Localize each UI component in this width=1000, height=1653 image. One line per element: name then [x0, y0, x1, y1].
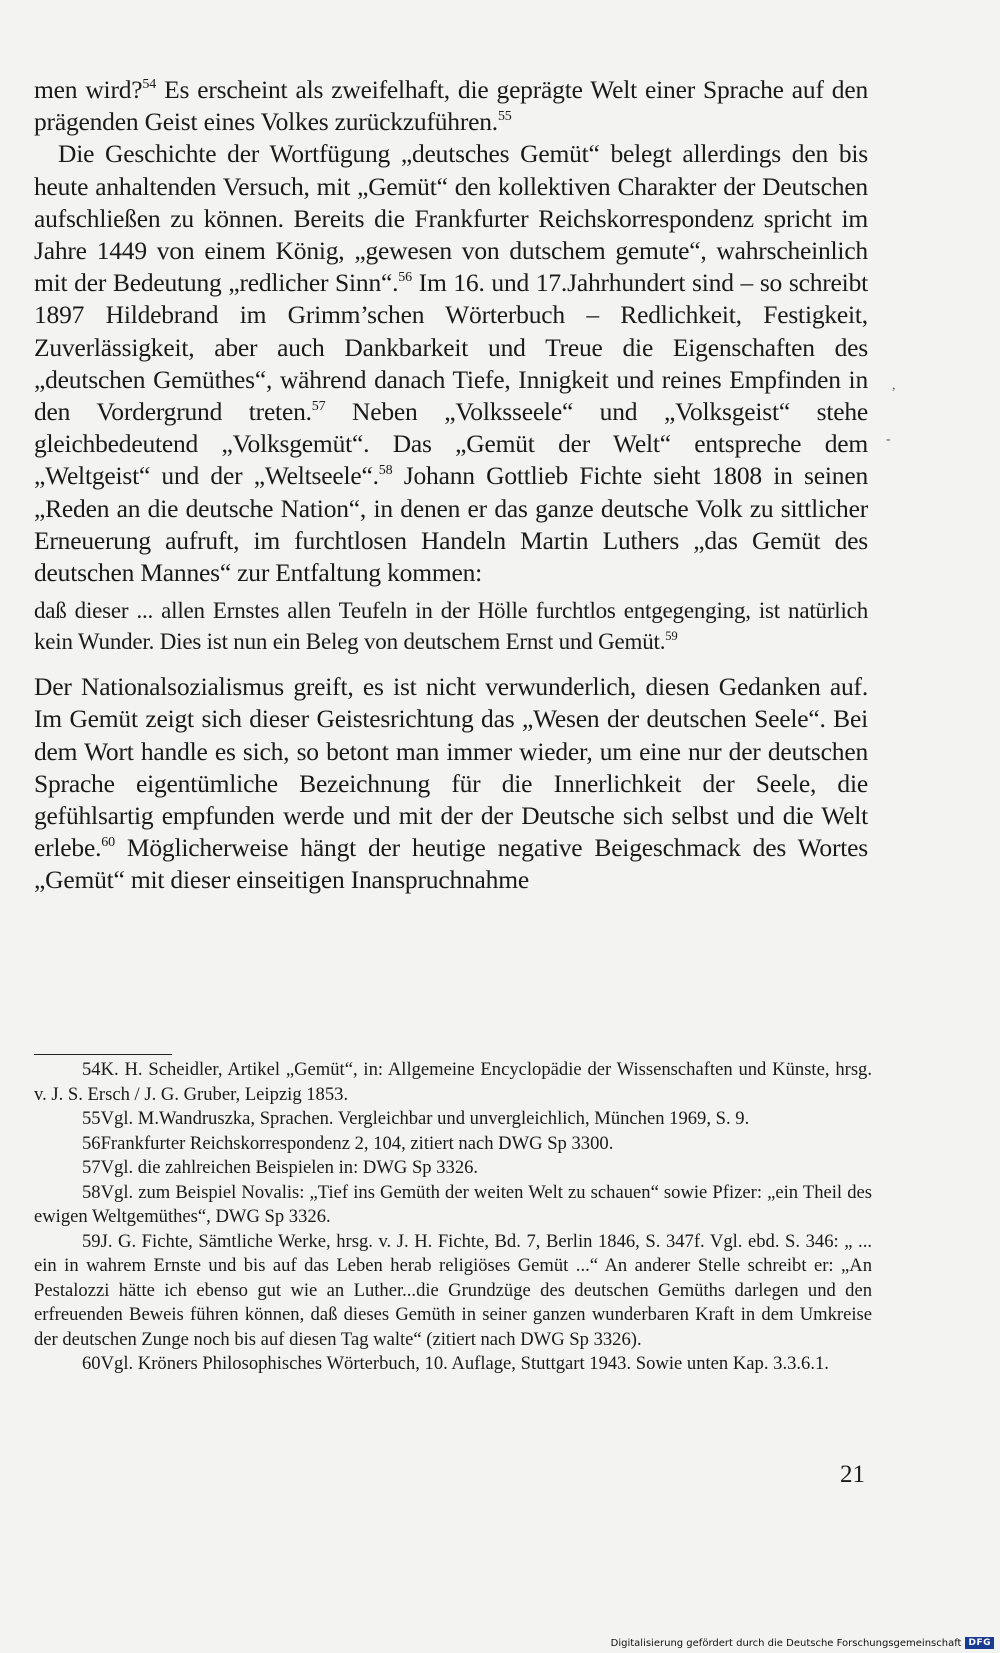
footnote-number: 57: [82, 1157, 101, 1178]
footnote-number: 59: [82, 1230, 101, 1252]
text-run: Möglicherweise hängt der heutige negative Beigeschmack des Wortes „Gemüt“ mit dieser einseitigen Inanspruchnahme: [34, 833, 868, 895]
footnote-separator: [34, 1054, 172, 1055]
footnote-text: Vgl. die zahlreichen Beispielen in: DWG Sp 3326.: [100, 1157, 479, 1178]
footnote-ref-59[interactable]: 59: [665, 629, 678, 644]
footnote-ref-56[interactable]: 56: [398, 270, 412, 286]
footnote-55: [34, 1107, 872, 1132]
footnote-54: [34, 1058, 872, 1107]
footnote-ref-58[interactable]: 58: [378, 463, 393, 479]
footnotes: [34, 1058, 872, 1377]
footnote-number: 58: [82, 1181, 101, 1203]
footnote-56: [34, 1132, 872, 1157]
footnote-text: J. G. Fichte, Sämtliche Werke, hrsg. v. J. H. Fichte, Bd. 7, Berlin 1846, S. 347f. Vgl. ebd. S. 346: „ ... ein in wahrem Ernste und bis auf das Leben herab religiöses Gemüt ...“ An anderer Stelle schreibt er: „An Pestalozzi hätte ich ebenso gut wie an Luther...die Grundzüge des deutschen Gemüths darlegen und den erfreuenden Beweis führen können, daß dieses Gemüth in seiner ganzen wunderbaren Kraft in dem Umkreise der deutschen Zunge noch bis auf diesen Tag walte“ (zitiert nach DWG Sp 3326).: [34, 1230, 872, 1350]
footnote-ref-55[interactable]: 55: [497, 109, 512, 125]
footnote-number: 60: [82, 1353, 101, 1374]
footnote-ref-54[interactable]: 54: [142, 77, 157, 93]
text-run: Johann Gottlieb Fichte sieht 1808 in seinen „Reden an die deutsche Nation“, in denen er das ganze deutsche Volk zu sittlicher Erneuerung aufruft, im furchtlosen Handeln Martin Luthers „das Gemüt des deutschen Mannes“ zur Entfaltung kommen:: [34, 461, 868, 588]
margin-mark: -: [886, 432, 891, 447]
footnote-text: Vgl. Kröners Philosophisches Wörterbuch, 10. Auflage, Stuttgart 1943. Sowie unten Kap. 3.3.6.1.: [100, 1353, 829, 1374]
footer-text: Digitalisierung gefördert durch die Deutsche Forschungsgemeinschaft: [610, 1637, 962, 1649]
footnote-number: 56: [82, 1132, 101, 1154]
quote-text: daß dieser ... allen Ernstes allen Teufeln in der Hölle furchtlos entgegenging, ist natürlich kein Wunder. Dies ist nun ein Beleg von deutschem Ernst und Gemüt.: [34, 598, 868, 655]
footnote-number: 55: [82, 1108, 101, 1129]
footnote-ref-57[interactable]: 57: [311, 399, 326, 415]
footnote-57: [34, 1156, 872, 1181]
footnote-text: Frankfurter Reichskorrespondenz 2, 104, zitiert nach DWG Sp 3300.: [100, 1132, 614, 1154]
footnote-number: 54: [82, 1059, 101, 1080]
paragraph-3: [34, 671, 868, 896]
digitization-footer: [611, 1637, 994, 1649]
footnote-59: [34, 1230, 872, 1353]
text-run: Es erscheint als zweifelhaft, die geprägte Welt einer Sprache auf den prägenden Geist eines Volkes zurückzuführen.: [34, 75, 868, 137]
footnote-text: Vgl. zum Beispiel Novalis: „Tief ins Gemüth der weiten Welt zu schauen“ sowie Pfizer: „ein Theil des ewigen Weltgemüthes“, DWG Sp 3326.: [34, 1181, 872, 1227]
text-run: men wird?: [34, 75, 143, 104]
footnote-58: [34, 1181, 872, 1230]
footnote-60: [34, 1352, 872, 1377]
footnote-ref-60[interactable]: 60: [101, 835, 115, 851]
text-run: Die Geschichte der Wortfügung „deutsches Gemüt“ belegt allerdings den bis heute anhaltenden Versuch, mit „Gemüt“ den kollektiven Charakter der Deutschen aufschließen zu können. Bereits die Frankfurter Reichskorrespondenz spricht im Jahre 1449 von einem König, „gewesen von dutschem gemute“, wahrscheinlich mit der Bedeutung „redlicher Sinn“.: [34, 139, 868, 298]
paragraph-1: [34, 74, 868, 138]
block-quote: [34, 589, 868, 671]
page-number: 21: [840, 1461, 865, 1488]
footnote-text: K. H. Scheidler, Artikel „Gemüt“, in: Allgemeine Encyclopädie der Wissenschaften und Künste, hrsg. v. J. S. Ersch / J. G. Gruber, Leipzig 1853.: [34, 1059, 872, 1105]
body-text: [34, 74, 868, 897]
footnote-text: Vgl. M.Wandruszka, Sprachen. Vergleichbar und unvergleichlich, München 1969, S. 9.: [100, 1108, 750, 1129]
margin-mark: ,: [892, 378, 896, 393]
dfg-logo: DFG: [965, 1637, 994, 1649]
text-run: Der Nationalsozialismus greift, es ist nicht verwunderlich, diesen Gedanken auf. Im Gemüt zeigt sich dieser Geistesrichtung das „Wesen der deutschen Seele“. Bei dem Wort handle es sich, so betont man immer wieder, um eine nur der deutschen Sprache eigentümliche Bezeichnung für die Innerlichkeit der Seele, die gefühlsartig empfunden werde und mit der der Deutsche sich selbst und die Welt erlebe.: [34, 672, 868, 863]
text-run: Neben „Volksseele“ und „Volksgeist“ stehe gleichbedeutend „Volksgemüt“. Das „Gemüt der Welt“ entspreche dem „Weltgeist“ und der „Weltseele“.: [34, 397, 869, 491]
text-run: Im 16. und 17.Jahrhundert sind – so schreibt 1897 Hildebrand im Grimm’schen Wörterbuch – Redlichkeit, Festigkeit, Zuverlässigkeit, aber auch Dankbarkeit und Treue die Eigenschaften des „deutschen Gemüthes“, während danach Tiefe, Innigkeit und reines Empfinden in den Vordergrund treten.: [34, 268, 868, 427]
paragraph-2: [34, 138, 868, 589]
